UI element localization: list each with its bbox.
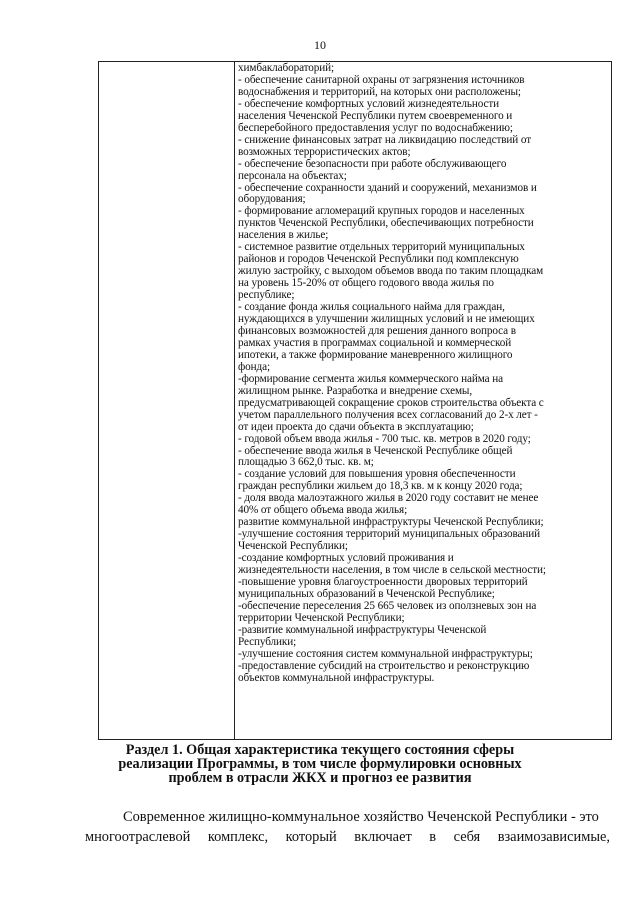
table-text-line: республике; [238, 289, 295, 302]
table-text-line: фонда; [238, 360, 270, 373]
table-text-line: развитие коммунальной инфраструктуры Чеченской Республики; [238, 516, 544, 529]
table-text-line: - обеспечение санитарной охраны от загрязнения источников [238, 73, 525, 86]
table-text-line: возможных террористических актов; [238, 145, 411, 158]
table-text-line: химбаклабораторий; [238, 62, 335, 74]
table-text-line: населения Чеченской Республики путем своевременного и [238, 109, 513, 122]
column-divider [234, 62, 235, 739]
table-text-line: - обеспечение комфортных условий жизнедеятельности [238, 97, 500, 110]
table-text-line: -создание комфортных условий проживания и [238, 552, 454, 565]
table-text-line: на уровень 15-20% от общего годового ввода жилья по [238, 277, 494, 290]
body-paragraph [85, 807, 610, 847]
table-text-line: -предоставление субсидий на строительство и реконструкцию [238, 659, 530, 672]
table-text-line: муниципальных образований в Чеченской Республике; [238, 587, 495, 600]
table-text-line: - создание условий для повышения уровня обеспеченности [238, 468, 516, 481]
goals-table [98, 61, 612, 740]
table-text-line: граждан республики жильем до 18,3 кв. м к концу 2020 года; [238, 480, 523, 493]
table-text-line: учетом параллельного получения всех согласований до 2-х лет - [238, 408, 538, 421]
table-text-line: - обеспечение сохранности зданий и сооружений, механизмов и [238, 181, 537, 194]
table-text-line: жизнедеятельности населения, в том числе в сельской местности; [238, 564, 546, 577]
table-text-line: - обеспечение ввода жилья в Чеченской Республике общей [238, 444, 513, 457]
table-text-line: населения в жилье; [238, 229, 329, 242]
table-text-line: предусматривающей сокращение сроков строительства объекта с [238, 396, 544, 409]
table-text-line: рамках участия в программах социальной и коммерческой [238, 336, 512, 349]
table-text-line: - обеспечение безопасности при работе обслуживающего [238, 157, 507, 170]
table-text-line: 40% от общего объема ввода жилья; [238, 504, 408, 517]
table-text-line: - снижение финансовых затрат на ликвидацию последствий от [238, 133, 532, 146]
table-text-line: оборудования; [238, 193, 306, 206]
table-text-line: -улучшение состояния территорий муниципальных образований [238, 528, 541, 541]
table-text-line: -обеспечение переселения 25 665 человек из оползневых зон на [238, 599, 537, 612]
table-text-line: -формирование сегмента жилья коммерческого найма на [238, 372, 503, 385]
heading-line: Раздел 1. Общая характеристика текущего состояния сферы [125, 742, 515, 758]
table-text-line: персонала на объектах; [238, 169, 347, 182]
page-number: 10 [314, 38, 326, 52]
table-text-line: -развитие коммунальной инфраструктуры Чеченской [238, 623, 487, 636]
table-text-line: Республики; [238, 635, 297, 648]
heading-line: реализации Программы, в том числе формулировки основных [118, 756, 522, 773]
table-text-line: - системное развитие отдельных территорий муниципальных [238, 241, 525, 254]
paragraph-line: Современное жилищно-коммунальное хозяйство Чеченской Республики - это [123, 809, 599, 825]
paragraph-line: многоотраслевой комплекс, который включает в себя взаимозависимые, [85, 829, 610, 845]
table-text-line: -улучшение состояния систем коммунальной инфраструктуры; [238, 647, 533, 660]
table-text-line: площадью 3 662,0 тыс. кв. м; [238, 456, 374, 469]
table-text-line: - формирование агломераций крупных городов и населенных [238, 205, 525, 218]
table-text-line: нуждающихся в улучшении жилищных условий и не имеющих [238, 313, 535, 326]
table-text-line: ипотеки, а также формирование маневренного жилищного [238, 348, 513, 361]
table-text-line: водоснабжения и территорий, на которых они расположены; [238, 85, 521, 98]
section-heading [60, 743, 580, 786]
table-text-line: Чеченской Республики; [238, 540, 348, 553]
table-text-line: жилищном рынке. Разработка и внедрение схемы, [238, 384, 473, 397]
table-text-line: от идеи проекта до сдачи объекта в эксплуатацию; [238, 420, 474, 433]
heading-line: проблем в отрасли ЖКХ и прогноз ее развития [168, 770, 472, 787]
table-text-line: -повышение уровня благоустроенности дворовых территорий [238, 575, 528, 588]
table-text-line: пунктов Чеченской Республики, обеспечивающих потребности [238, 217, 534, 230]
table-right-cell [238, 63, 608, 685]
table-text-line: жилую застройку, с выходом объемов ввода по таким площадкам [238, 265, 544, 278]
table-text-line: объектов коммунальной инфраструктуры. [238, 671, 435, 684]
table-text-line: - годовой объем ввода жилья - 700 тыс. кв. метров в 2020 году; [238, 432, 531, 445]
table-text-line: финансовых возможностей для решения данного вопроса в [238, 324, 516, 337]
table-text-line: территории Чеченской Республики; [238, 611, 405, 624]
table-text-line: бесперебойного предоставления услуг по водоснабжению; [238, 121, 513, 134]
table-text-line: - доля ввода малоэтажного жилья в 2020 году составит не менее [238, 492, 539, 505]
table-left-cell [99, 62, 234, 739]
table-text-line: - создание фонда жилья социального найма для граждан, [238, 301, 505, 314]
table-text-line: районов и городов Чеченской Республики под комплексную [238, 253, 519, 266]
